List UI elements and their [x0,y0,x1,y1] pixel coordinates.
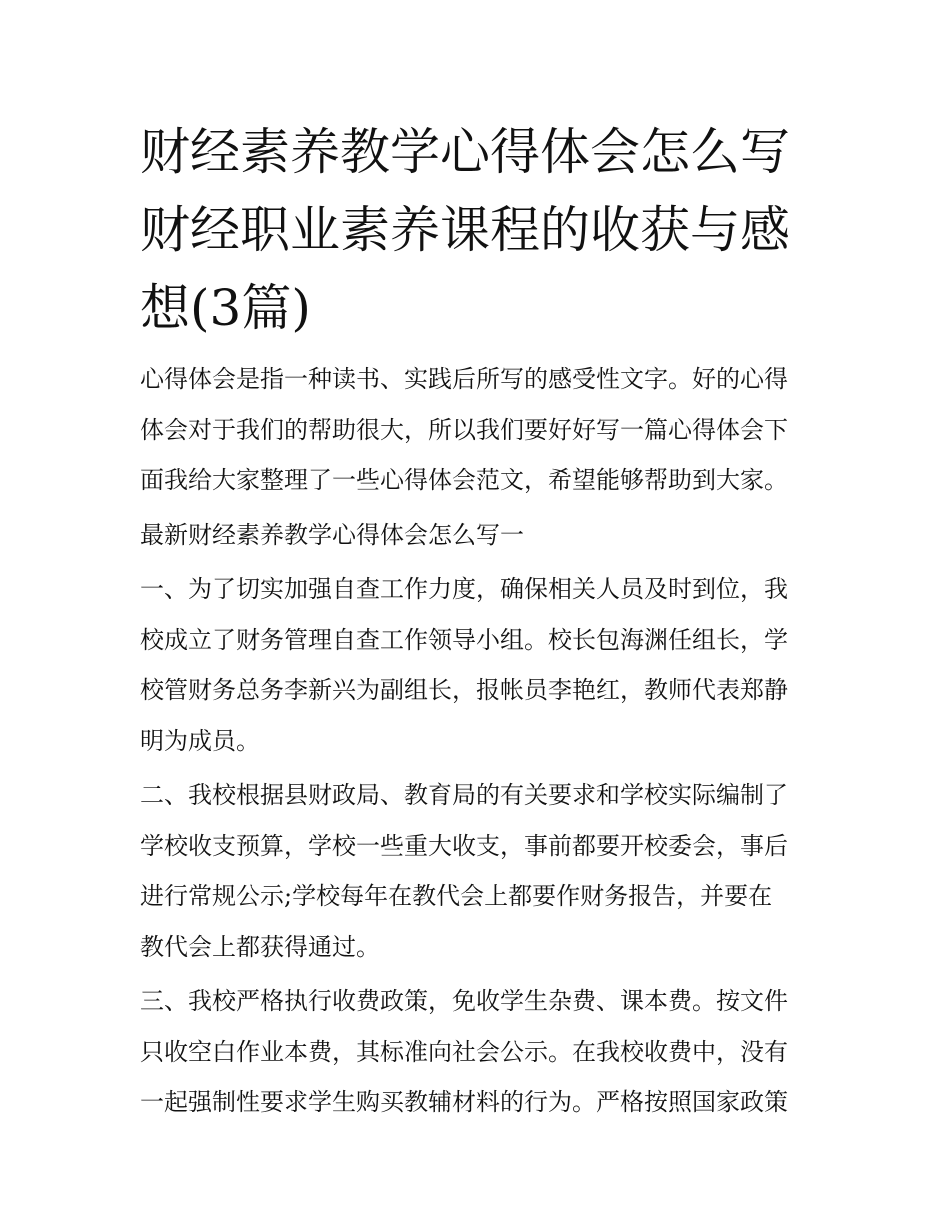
text-line: 只收空白作业本费，其标准向社会公示。在我校收费中，没有 [140,1037,788,1066]
title-line: 财经素养教学心得体会怎么写 [140,123,790,181]
paragraph-one [140,564,820,766]
text-line: 进行常规公示;学校每年在教代会上都要作财务报告，并要在 [140,882,773,910]
text-line: 明为成员。 [140,726,260,755]
document-body [140,354,820,1132]
text-line: 体会对于我们的帮助很大，所以我们要好好写一篇心得体会下 [140,415,788,444]
section-heading [140,510,820,561]
text-line: 一、为了切实加强自查工作力度，确保相关人员及时到位，我 [140,575,788,603]
document-title [140,113,810,347]
title-line: 财经职业素养课程的收获与感 [140,201,790,259]
text-line: 三、我校严格执行收费政策，免收学生杂费、课本费。按文件 [140,987,788,1015]
intro-paragraph [140,354,820,506]
text-line: 心得体会是指一种读书、实践后所写的感受性文字。好的心得 [140,365,788,393]
text-line: 校管财务总务李新兴为副组长，报帐员李艳红，教师代表郑静 [140,676,788,704]
text-line: 校成立了财务管理自查工作领导小组。校长包海渊任组长，学 [140,625,788,654]
text-line: 二、我校根据县财政局、教育局的有关要求和学校实际编制了 [140,781,788,809]
text-line: 学校收支预算，学校一些重大收支，事前都要开校委会，事后 [140,831,788,860]
text-line: 教代会上都获得通过。 [140,932,380,961]
text-line: 最新财经素养教学心得体会怎么写一 [140,520,524,549]
title-line: 想(3篇) [140,279,311,337]
paragraph-two [140,770,820,972]
paragraph-three [140,976,820,1128]
text-line: 一起强制性要求学生购买教辅材料的行为。严格按照国家政策 [140,1088,788,1116]
text-line: 面我给大家整理了一些心得体会范文，希望能够帮助到大家。 [140,466,788,494]
